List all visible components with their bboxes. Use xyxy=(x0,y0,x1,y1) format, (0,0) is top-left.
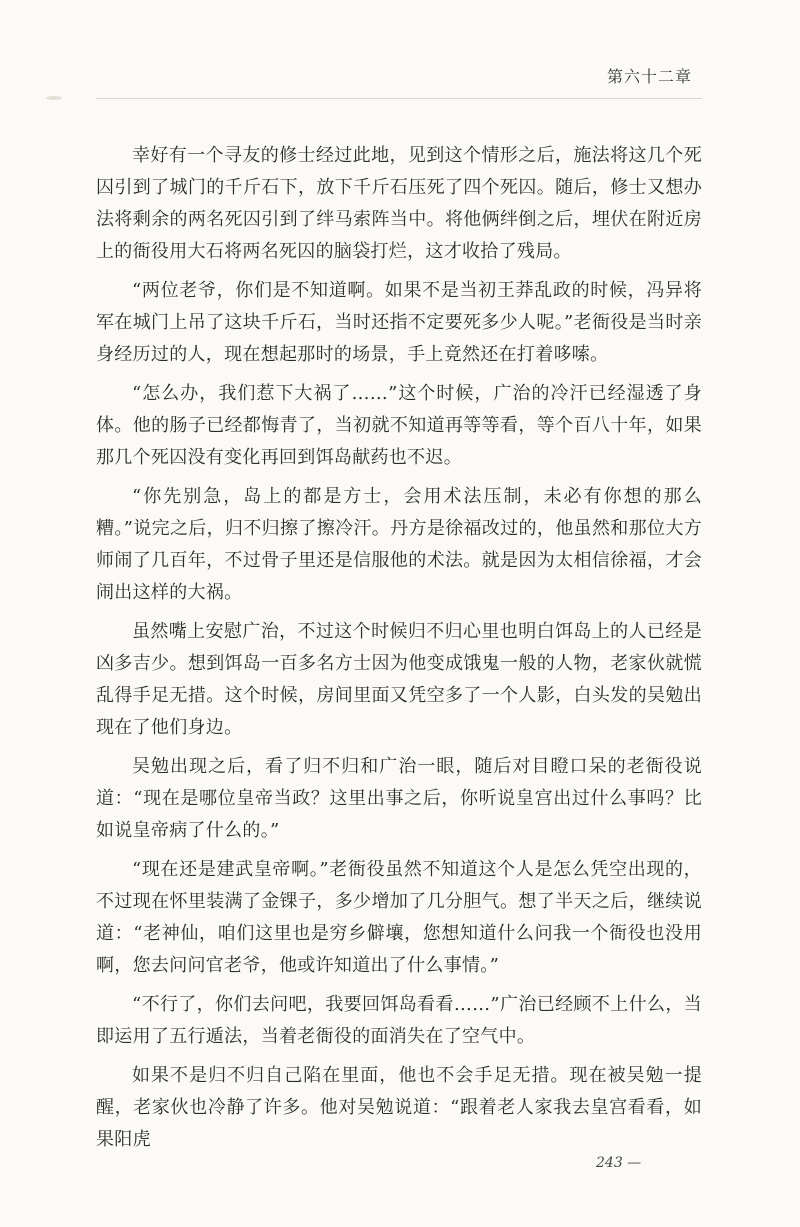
paragraph: 幸好有一个寻友的修士经过此地，见到这个情形之后，施法将这几个死囚引到了城门的千斤石下，放下千斤石压死了四个死囚。随后，修士又想办法将剩余的两名死囚引到了绊马索阵当中。将他俩绊倒之后，埋伏在附近房上的衙役用大石将两名死囚的脑袋打烂，这才收拾了残局。 xyxy=(96,145,702,262)
paragraph: “怎么办，我们惹下大祸了……”这个时候，广治的冷汗已经湿透了身体。他的肠子已经都悔青了，当初就不知道再等等看，等个百八十年，如果那几个死囚没有变化再回到饵岛献药也不迟。 xyxy=(96,383,702,468)
paragraph: 虽然嘴上安慰广治，不过这个时候归不归心里也明白饵岛上的人已经是凶多吉少。想到饵岛一百多名方士因为他变成饿鬼一般的人物，老家伙就慌乱得手足无措。这个时候，房间里面又凭空多了一个人影，白头发的吴勉出现在了他们身边。 xyxy=(96,621,702,738)
paragraph: “你先别急，岛上的都是方士，会用术法压制，未必有你想的那么糟。”说完之后，归不归擦了擦冷汗。丹方是徐福改过的，他虽然和那位大方师闹了几百年，不过骨子里还是信服他的术法。就是因为太相信徐福，才会闹出这样的大祸。 xyxy=(96,486,702,603)
paragraph: “不行了，你们去问吧，我要回饵岛看看……”广治已经顾不上什么，当即运用了五行遁法，当着老衙役的面消失在了空气中。 xyxy=(96,994,702,1047)
paragraph: “现在还是建武皇帝啊。”老衙役虽然不知道这个人是怎么凭空出现的，不过现在怀里装满了金锞子，多少增加了几分胆气。想了半天之后，继续说道：“老神仙，咱们这里也是穷乡僻壤，您想知道什么问我一个衙役也没用啊，您去问问官老爷，他或许知道出了什么事情。” xyxy=(96,859,702,976)
paragraph: “两位老爷，你们是不知道啊。如果不是当初王莽乱政的时候，冯异将军在城门上吊了这块千斤石，当时还指不定要死多少人呢。”老衙役是当时亲身经历过的人，现在想起那时的场景，手上竟然还在打着哆嗦。 xyxy=(96,280,702,365)
paragraph: 如果不是归不归自己陷在里面，他也不会手足无措。现在被吴勉一提醒，老家伙也冷静了许多。他对吴勉说道：“跟着老人家我去皇宫看看，如果阳虎 xyxy=(96,1065,702,1150)
paragraph: 吴勉出现之后，看了归不归和广治一眼，随后对目瞪口呆的老衙役说道：“现在是哪位皇帝当政？这里出事之后，你听说皇宫出过什么事吗？比如说皇帝病了什么的。” xyxy=(96,756,702,841)
body-text xyxy=(96,140,702,1163)
chapter-header: 第六十二章 xyxy=(606,67,692,86)
scan-speck xyxy=(46,96,62,100)
page-number: 243 — xyxy=(596,1155,642,1171)
header-divider xyxy=(96,98,702,99)
